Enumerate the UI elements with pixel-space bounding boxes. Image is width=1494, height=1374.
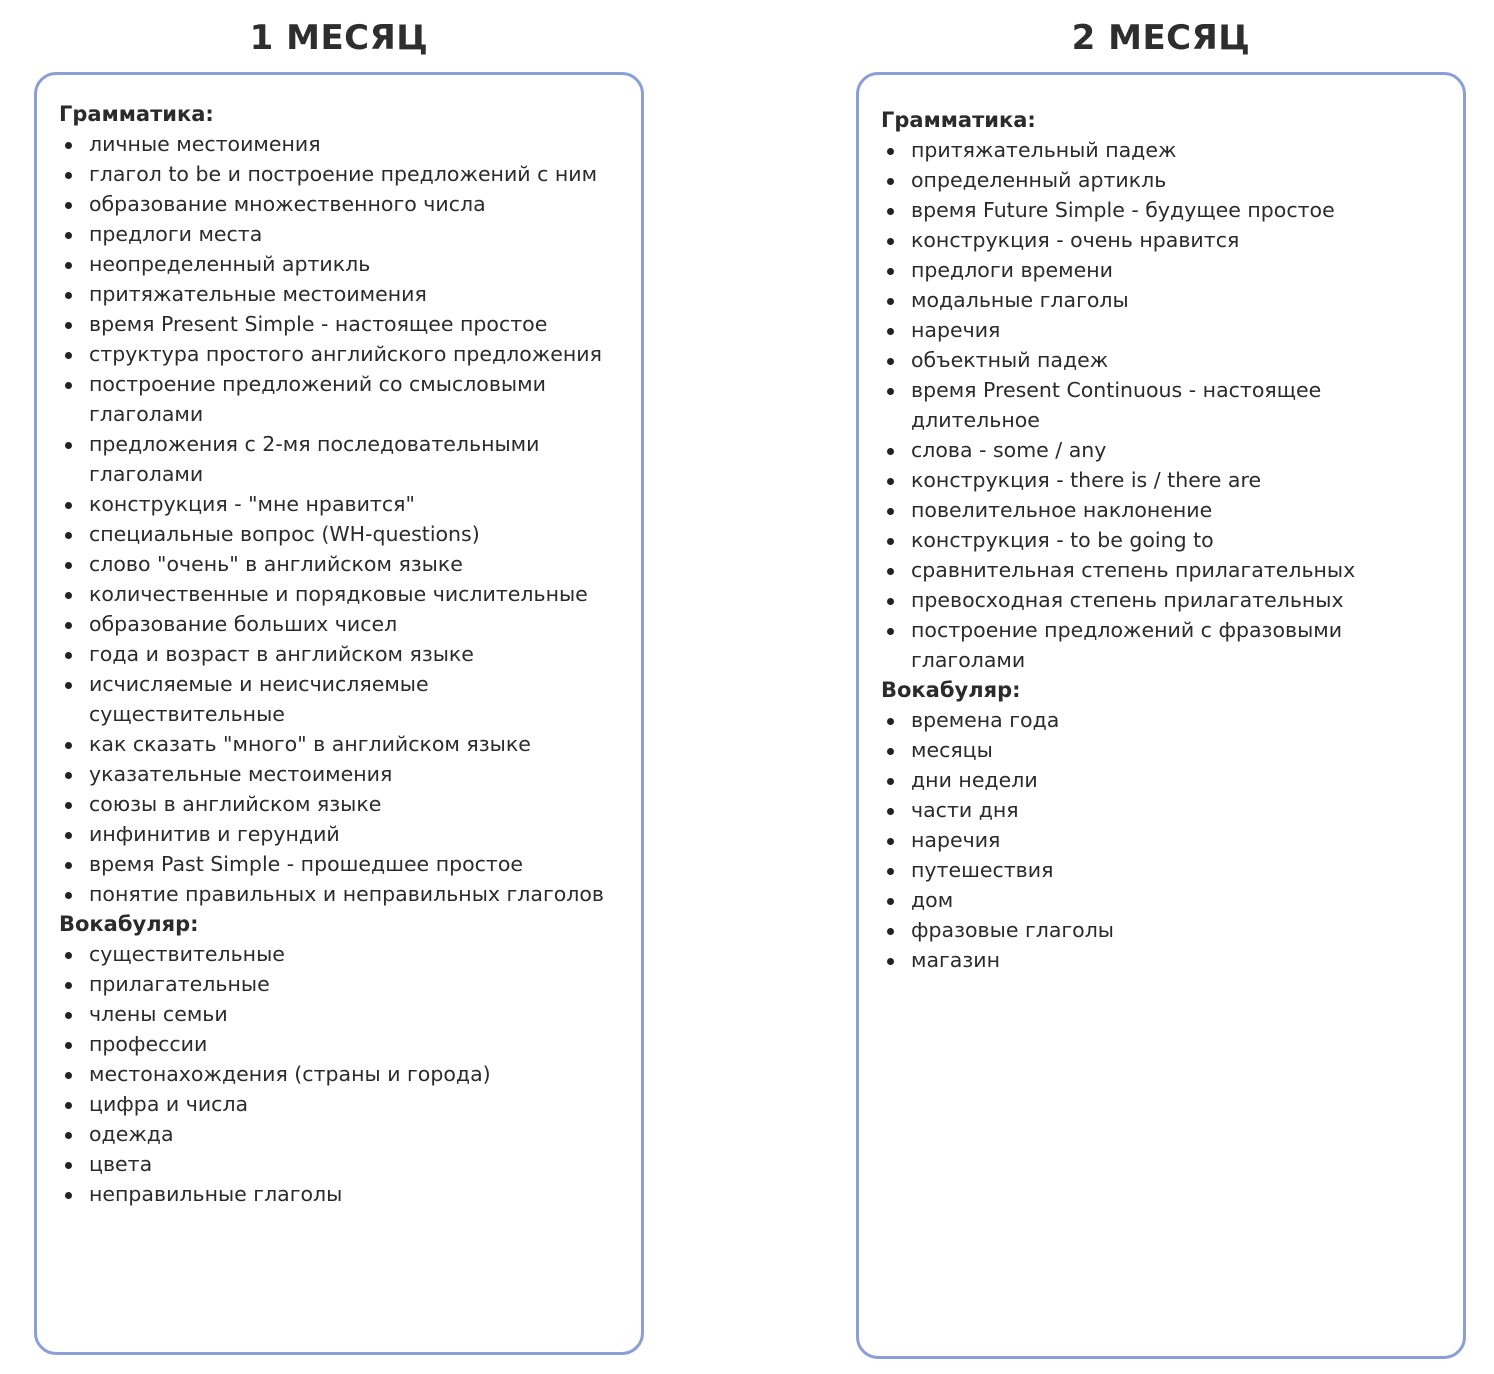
- list-item: притяжательные местоимения: [59, 279, 623, 309]
- list-item: глагол to be и построение предложений с ним: [59, 159, 623, 189]
- grammar-list: [881, 135, 1445, 675]
- list-item: конструкция - to be going to: [881, 525, 1445, 555]
- month-1-card: [34, 72, 644, 1355]
- list-item: как сказать "много" в английском языке: [59, 729, 623, 759]
- list-item: цифра и числа: [59, 1089, 623, 1119]
- list-item: слово "очень" в английском языке: [59, 549, 623, 579]
- list-item: повелительное наклонение: [881, 495, 1445, 525]
- month-2-title: 2 МЕСЯЦ: [1071, 18, 1251, 58]
- list-item: конструкция - очень нравится: [881, 225, 1445, 255]
- list-item: местонахождения (страны и города): [59, 1059, 623, 1089]
- list-item: конструкция - "мне нравится": [59, 489, 623, 519]
- list-item: года и возраст в английском языке: [59, 639, 623, 669]
- month-2-column: [856, 0, 1466, 1359]
- list-item: объектный падеж: [881, 345, 1445, 375]
- list-item: количественные и порядковые числительные: [59, 579, 623, 609]
- list-item: профессии: [59, 1029, 623, 1059]
- list-item: структура простого английского предложения: [59, 339, 623, 369]
- list-item: время Past Simple - прошедшее простое: [59, 849, 623, 879]
- list-item: определенный артикль: [881, 165, 1445, 195]
- list-item: построение предложений со смысловыми глаголами: [59, 369, 623, 429]
- list-item: превосходная степень прилагательных: [881, 585, 1445, 615]
- list-item: магазин: [881, 945, 1445, 975]
- list-item: наречия: [881, 315, 1445, 345]
- list-item: личные местоимения: [59, 129, 623, 159]
- vocab-heading: Вокабуляр:: [59, 912, 199, 936]
- list-item: одежда: [59, 1119, 623, 1149]
- list-item: предлоги места: [59, 219, 623, 249]
- list-item: союзы в английском языке: [59, 789, 623, 819]
- vocab-list: [59, 939, 623, 1209]
- list-item: предложения с 2-мя последовательными глаголами: [59, 429, 623, 489]
- list-item: притяжательный падеж: [881, 135, 1445, 165]
- list-item: фразовые глаголы: [881, 915, 1445, 945]
- list-item: образование множественного числа: [59, 189, 623, 219]
- grammar-heading: Грамматика:: [59, 102, 214, 126]
- list-item: указательные местоимения: [59, 759, 623, 789]
- list-item: месяцы: [881, 735, 1445, 765]
- list-item: сравнительная степень прилагательных: [881, 555, 1445, 585]
- month-2-card: [856, 72, 1466, 1359]
- list-item: построение предложений с фразовыми глаголами: [881, 615, 1445, 675]
- list-item: конструкция - there is / there are: [881, 465, 1445, 495]
- list-item: время Present Simple - настоящее простое: [59, 309, 623, 339]
- grammar-heading: Грамматика:: [881, 108, 1036, 132]
- list-item: неопределенный артикль: [59, 249, 623, 279]
- list-item: части дня: [881, 795, 1445, 825]
- list-item: времена года: [881, 705, 1445, 735]
- vocab-list: [881, 705, 1445, 975]
- list-item: инфинитив и герундий: [59, 819, 623, 849]
- list-item: существительные: [59, 939, 623, 969]
- list-item: слова - some / any: [881, 435, 1445, 465]
- list-item: время Present Continuous - настоящее длительное: [881, 375, 1445, 435]
- list-item: специальные вопрос (WH-questions): [59, 519, 623, 549]
- list-item: образование больших чисел: [59, 609, 623, 639]
- list-item: дом: [881, 885, 1445, 915]
- list-item: понятие правильных и неправильных глаголов: [59, 879, 623, 909]
- list-item: члены семьи: [59, 999, 623, 1029]
- list-item: дни недели: [881, 765, 1445, 795]
- vocab-heading: Вокабуляр:: [881, 678, 1021, 702]
- list-item: неправильные глаголы: [59, 1179, 623, 1209]
- list-item: цвета: [59, 1149, 623, 1179]
- list-item: время Future Simple - будущее простое: [881, 195, 1445, 225]
- list-item: прилагательные: [59, 969, 623, 999]
- month-1-title: 1 МЕСЯЦ: [249, 18, 429, 58]
- list-item: предлоги времени: [881, 255, 1445, 285]
- month-1-column: [34, 0, 644, 1355]
- list-item: путешествия: [881, 855, 1445, 885]
- list-item: наречия: [881, 825, 1445, 855]
- list-item: исчисляемые и неисчисляемые существительные: [59, 669, 623, 729]
- list-item: модальные глаголы: [881, 285, 1445, 315]
- grammar-list: [59, 129, 623, 909]
